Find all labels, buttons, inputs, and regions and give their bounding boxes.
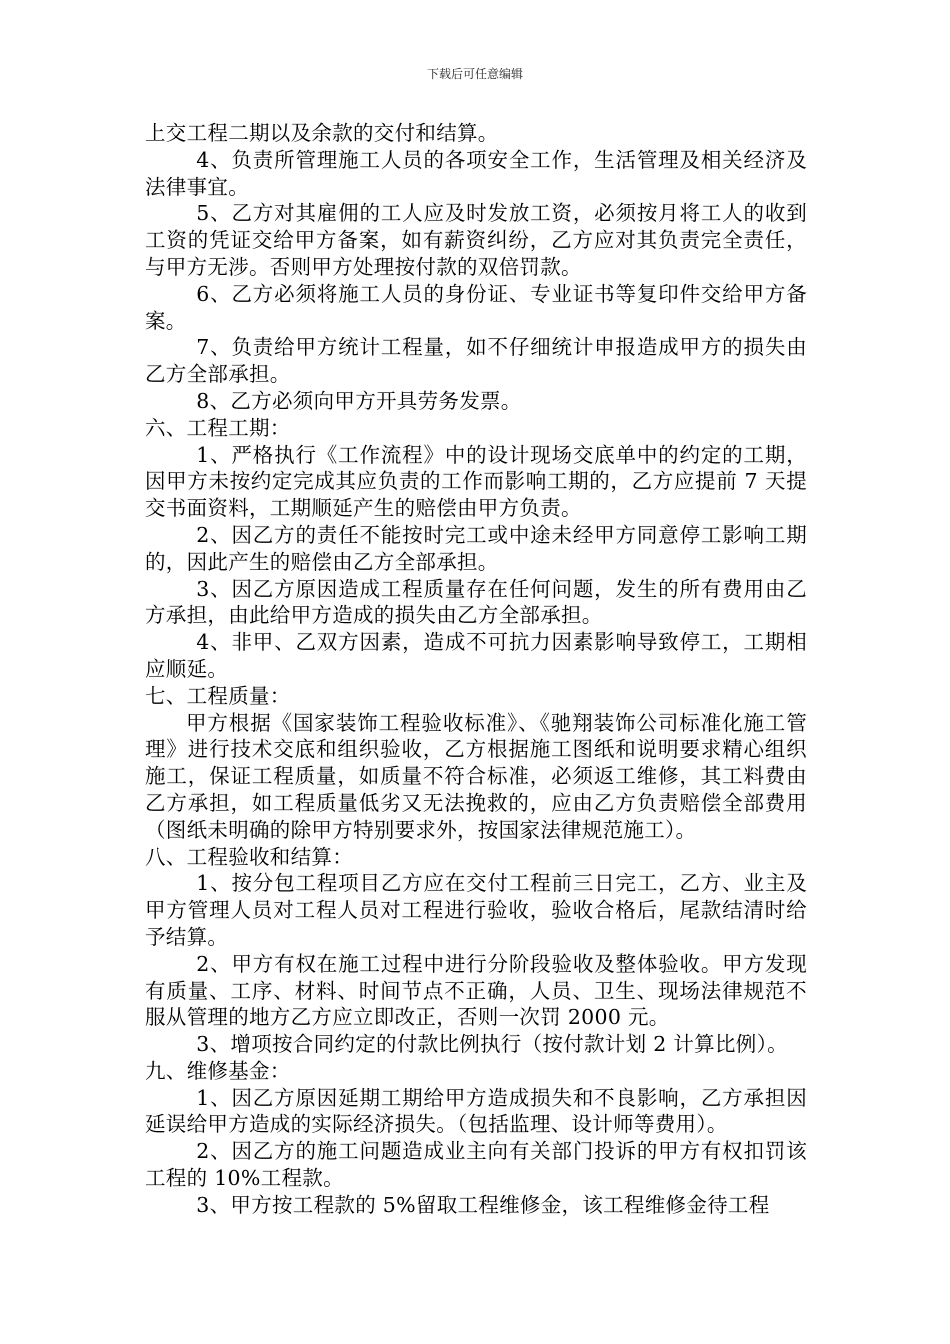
- paragraph: 8、乙方必须向甲方开具劳务发票。: [196, 388, 522, 413]
- paragraph: 1、严格执行《工作流程》中的设计现场交底单中的约定的工期，因甲方未按约定完成其应负责的工作而影响工期的，乙方应提前 7 天提交书面资料，工期顺延产生的赔偿由甲方负责。: [145, 442, 807, 521]
- document-body: [145, 120, 807, 1219]
- paragraph: 九、维修基金：: [145, 1058, 291, 1083]
- paragraph: 4、负责所管理施工人员的各项安全工作，生活管理及相关经济及法律事宜。: [145, 147, 807, 199]
- page-header: 下载后可任意编辑: [426, 67, 523, 81]
- paragraph: 3、甲方按工程款的 5%留取工程维修金，该工程维修金待工程: [196, 1192, 770, 1217]
- paragraph: 八、工程验收和结算：: [145, 844, 353, 869]
- paragraph: 上交工程二期以及余款的交付和结算。: [145, 121, 499, 145]
- paragraph: 2、甲方有权在施工过程中进行分阶段验收及整体验收。甲方发现有质量、工序、材料、时间节点不正确，人员、卫生、现场法律规范不服从管理的地方乙方应立即改正，否则一次罚 2000 元。: [145, 951, 807, 1030]
- paragraph: 2、因乙方的责任不能按时完工或中途未经甲方同意停工影响工期的，因此产生的赔偿由乙方全部承担。: [145, 522, 807, 574]
- paragraph: 6、乙方必须将施工人员的身份证、专业证书等复印件交给甲方备案。: [145, 281, 807, 333]
- paragraph: 甲方根据《国家装饰工程验收标准》、《驰翔装饰公司标准化施工管理》进行技术交底和组织验收，乙方根据施工图纸和说明要求精心组织施工，保证工程质量，如质量不符合标准，必须返工维修，其工料费由乙方承担，如工程质量低劣又无法挽救的，应由乙方负责赔偿全部费用（图纸未明确的除甲方特别要求外，按国家法律规范施工）。: [145, 710, 807, 842]
- paragraph: 2、因乙方的施工问题造成业主向有关部门投诉的甲方有权扣罚该工程的 10%工程款。: [145, 1139, 807, 1191]
- paragraph: 七、工程质量：: [145, 683, 291, 708]
- paragraph: 1、因乙方原因延期工期给甲方造成损失和不良影响，乙方承担因延误给甲方造成的实际经济损失。（包括监理、设计师等费用）。: [145, 1085, 807, 1137]
- paragraph: 1、按分包工程项目乙方应在交付工程前三日完工，乙方、业主及甲方管理人员对工程人员对工程进行验收，验收合格后，尾款结清时给予结算。: [145, 871, 807, 949]
- paragraph: 5、乙方对其雇佣的工人应及时发放工资，必须按月将工人的收到工资的凭证交给甲方备案，如有薪资纠纷，乙方应对其负责完全责任，与甲方无涉。否则甲方处理按付款的双倍罚款。: [145, 201, 807, 279]
- paragraph: 4、非甲、乙双方因素，造成不可抗力因素影响导致停工，工期相应顺延。: [145, 630, 807, 681]
- paragraph: 7、负责给甲方统计工程量，如不仔细统计申报造成甲方的损失由乙方全部承担。: [145, 335, 807, 387]
- paragraph: 3、因乙方原因造成工程质量存在任何问题，发生的所有费用由乙方承担，由此给甲方造成的损失由乙方全部承担。: [145, 576, 807, 628]
- paragraph: 3、增项按合同约定的付款比例执行（按付款计划 2 计算比例）。: [196, 1032, 788, 1057]
- paragraph: 六、工程工期：: [145, 415, 291, 440]
